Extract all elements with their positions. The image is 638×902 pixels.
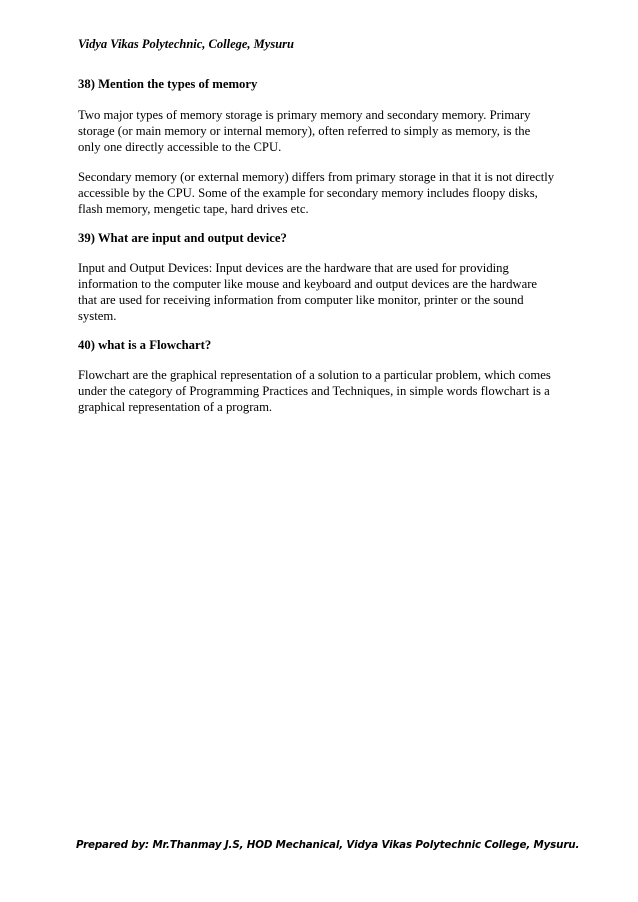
text-line: under the category of Programming Practices and Techniques, in simple words flowchart is a <box>78 384 550 398</box>
paragraph <box>78 260 568 324</box>
paragraph <box>78 107 568 155</box>
page-content <box>78 76 568 415</box>
page-header: Vidya Vikas Polytechnic, College, Mysuru <box>78 37 294 51</box>
text-line: Input and Output Devices: Input devices are the hardware that are used for providing <box>78 261 509 275</box>
text-line: Two major types of memory storage is primary memory and secondary memory. Primary <box>78 108 531 122</box>
text-line: accessible by the CPU. Some of the example for secondary memory includes floopy disks, <box>78 186 538 200</box>
text-line: flash memory, mengetic tape, hard drives etc. <box>78 202 309 216</box>
text-line: storage (or main memory or internal memory), often referred to simply as memory, is the <box>78 124 531 138</box>
text-line: that are used for receiving information from computer like monitor, printer or the sound <box>78 293 524 307</box>
section-title: 40) what is a Flowchart? <box>78 338 212 352</box>
paragraph <box>78 367 568 415</box>
paragraph <box>78 169 568 217</box>
text-line: Secondary memory (or external memory) differs from primary storage in that it is not directly <box>78 170 555 184</box>
text-line: system. <box>78 309 117 323</box>
text-line: information to the computer like mouse and keyboard and output devices are the hardware <box>78 277 538 291</box>
section-title: 38) Mention the types of memory <box>78 77 258 91</box>
text-line: only one directly accessible to the CPU. <box>78 140 282 154</box>
text-line: graphical representation of a program. <box>78 400 273 414</box>
page-footer: Prepared by: Mr.Thanmay J.S, HOD Mechanical, Vidya Vikas Polytechnic College, Mysuru. <box>76 839 580 851</box>
section-40 <box>78 337 568 415</box>
section-title: 39) What are input and output device? <box>78 231 287 245</box>
section-39 <box>78 230 568 324</box>
text-line: Flowchart are the graphical representation of a solution to a particular problem, which comes <box>78 368 551 382</box>
section-38 <box>78 76 568 217</box>
